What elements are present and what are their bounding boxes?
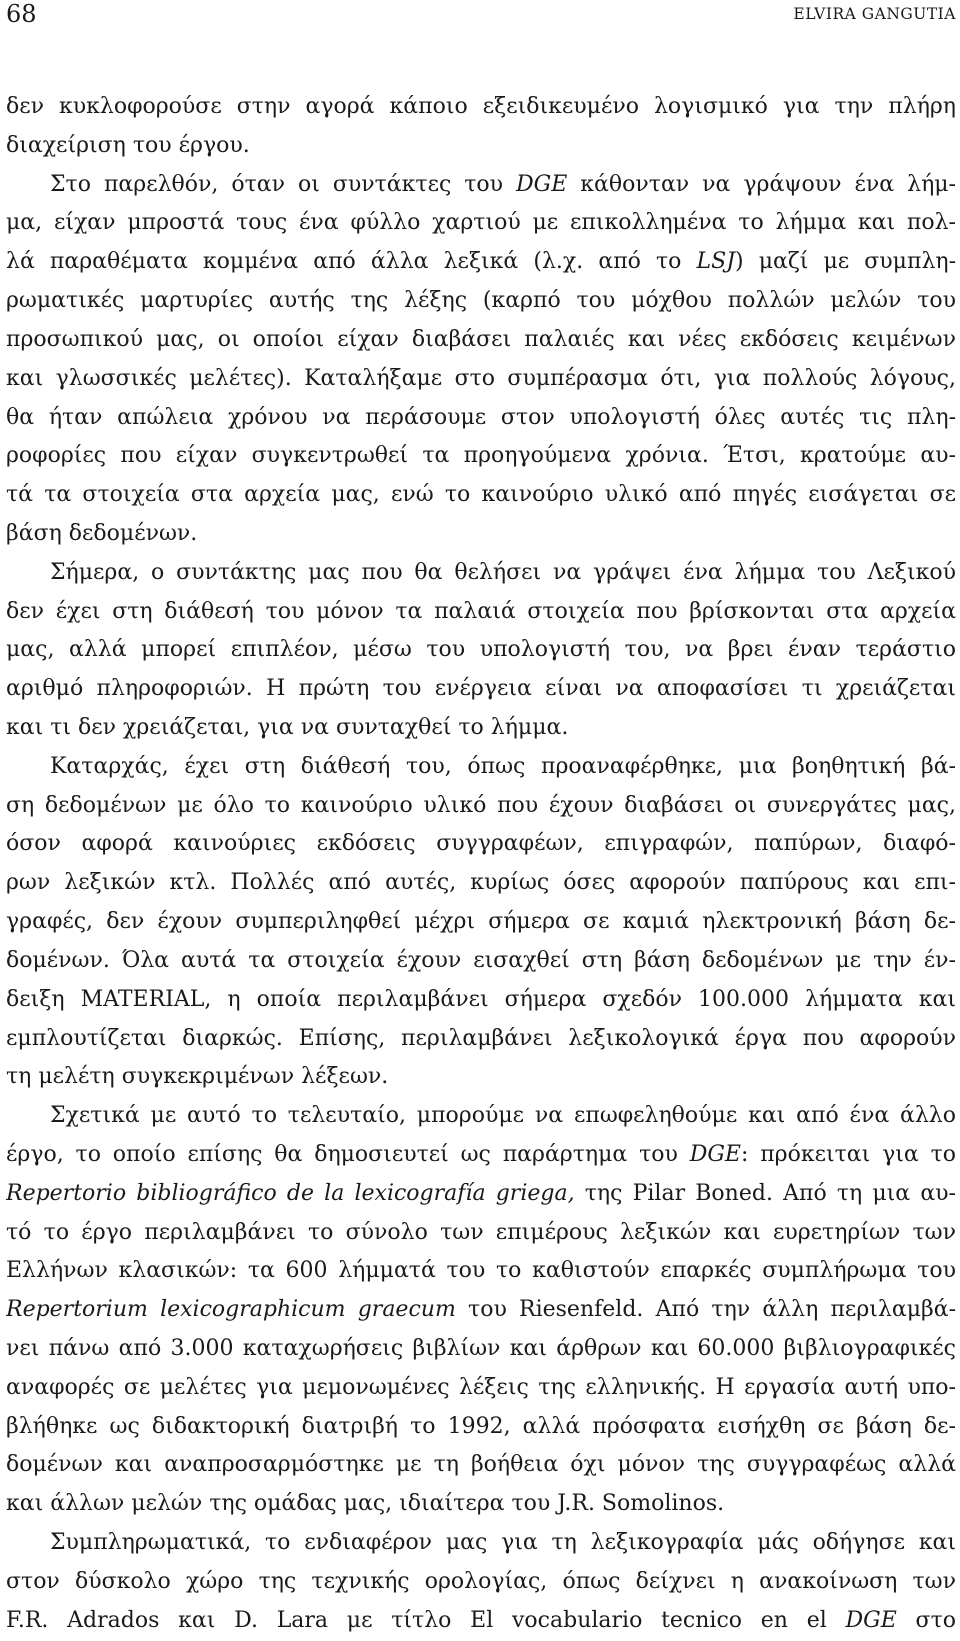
text-line: Σχετικά με αυτό το τελευταίο, μπορούμε να επωφεληθούμε και από ένα άλλο xyxy=(50,1103,956,1129)
text-line: προσωπικού μας, οι οποίοι είχαν διαβάσει παλαιές και νέες εκδόσεις κειμένων xyxy=(6,326,956,352)
text-line: Ελλήνων κλασικών: τα 600 λήμματά του το καθιστούν επαρκές συμπλήρωμα του xyxy=(6,1258,956,1284)
text-line: τά τα στοιχεία στα αρχεία μας, ενώ το καινούριο υλικό από πηγές εισάγεται σε xyxy=(6,482,956,508)
text-line: νει πάνω από 3.000 καταχωρήσεις βιβλίων και άρθρων και 60.000 βιβλιογραφικές xyxy=(6,1336,956,1361)
text-line: ρων λεξικών κτλ. Πολλές από αυτές, κυρίως όσες αφορούν παπύρους και επι- xyxy=(6,870,956,896)
text-line: βλήθηκε ως διδακτορική διατριβή το 1992, αλλά πρόσφατα εισήχθη σε βάση δε- xyxy=(6,1413,956,1439)
text-line: δομένων. Όλα αυτά τα στοιχεία έχουν εισαχθεί στη βάση δεδομένων με την έν- xyxy=(6,947,956,973)
text-line: και άλλων μελών της ομάδας μας, ιδιαίτερα του J.R. Somolinos. xyxy=(6,1491,725,1517)
text-line: θα ήταν απώλεια χρόνου να περάσουμε στον υπολογιστή όλες αυτές τις πλη- xyxy=(6,404,956,430)
text-line: δεν έχει στη διάθεσή του μόνον τα παλαιά στοιχεία που βρίσκονται στα αρχεία xyxy=(6,598,956,624)
text-line: αναφορές σε μελέτες για μεμονωμένες λέξεις της ελληνικής. Η εργασία αυτή υπο- xyxy=(6,1374,956,1400)
text-line: στον δύσκολο χώρο της τεχνικής ορολογίας, όπως δείχνει η ανακοίνωση των xyxy=(6,1568,956,1594)
page-number: 68 xyxy=(6,0,37,28)
running-head: ELVIRA GANGUTIA xyxy=(793,5,956,23)
text-line: εμπλουτίζεται διαρκώς. Επίσης, περιλαμβάνει λεξικολογικά έργα που αφορούν xyxy=(6,1025,956,1051)
text-line: δειξη MATERIAL, η οποία περιλαμβάνει σήμερα σχεδόν 100.000 λήμματα και xyxy=(6,986,956,1012)
text-line: και τι δεν χρειάζεται, για να συνταχθεί το λήμμα. xyxy=(6,715,569,740)
page-header xyxy=(6,0,956,28)
text-line: ση δεδομένων με όλο το καινούριο υλικό που έχουν διαβάσει οι συνεργάτες μας, xyxy=(6,792,956,818)
text-line: ρωματικές μαρτυρίες αυτής της λέξης (καρπό του μόχθου πολλών μελών του xyxy=(6,288,956,314)
text-line: όσον αφορά καινούριες εκδόσεις συγγραφέων, επιγραφών, παπύρων, διαφό- xyxy=(6,831,956,857)
body-text xyxy=(6,88,956,1641)
text-line: Συμπληρωματικά, το ενδιαφέρον μας για τη λεξικογραφία μάς οδήγησε και xyxy=(50,1530,956,1556)
text-line: δομένων και αναπροσαρμόστηκε με τη βοήθεια όχι μόνον της συγγραφέως αλλά xyxy=(6,1452,956,1478)
text-line: αριθμό πληροφοριών. Η πρώτη του ενέργεια είναι να αποφασίσει τι χρειάζεται xyxy=(6,676,956,702)
text-line: μας, αλλά μπορεί επιπλέον, μέσω του υπολογιστή του, να βρει έναν τεράστιο xyxy=(6,637,956,663)
text-line: διαχείριση του έργου. xyxy=(6,132,250,158)
text-line: λά παραθέματα κομμένα από άλλα λεξικά (λ.χ. από το LSJ) μαζί με συμπλη- xyxy=(6,249,956,275)
text-line: τη μελέτη συγκεκριμένων λέξεων. xyxy=(6,1064,389,1090)
text-line: έργο, το οποίο επίσης θα δημοσιευτεί ως παράρτημα του DGE: πρόκειται για το xyxy=(6,1141,956,1167)
text-line: Σήμερα, ο συντάκτης μας που θα θελήσει να γράψει ένα λήμμα του Λεξικού xyxy=(50,559,956,585)
text-line: τό το έργο περιλαμβάνει το σύνολο των επιμέρους λεξικών και ευρετηρίων των xyxy=(6,1219,956,1245)
text-line: Στο παρελθόν, όταν οι συντάκτες του DGE κάθονταν να γράψουν ένα λήμ- xyxy=(50,171,956,197)
text-line: Repertorium lexicographicum graecum του Riesenfeld. Από την άλλη περιλαμβά- xyxy=(6,1297,956,1323)
text-line: Καταρχάς, έχει στη διάθεσή του, όπως προαναφέρθηκε, μια βοηθητική βά- xyxy=(50,753,956,779)
text-line: βάση δεδομένων. xyxy=(6,520,198,546)
text-line: και γλωσσικές μελέτες). Καταλήξαμε στο συμπέρασμα ότι, για πολλούς λόγους, xyxy=(6,365,956,391)
text-line: γραφές, δεν έχουν συμπεριληφθεί μέχρι σήμερα σε καμιά ηλεκτρονική βάση δε- xyxy=(6,909,956,935)
text-line: Repertorio bibliográfico de la lexicografía griega, της Pilar Boned. Από τη μια αυ- xyxy=(6,1180,956,1206)
text-line: δεν κυκλοφορούσε στην αγορά κάποιο εξειδικευμένο λογισμικό για την πλήρη xyxy=(6,94,956,119)
text-line: ροφορίες που είχαν συγκεντρωθεί τα προηγούμενα χρόνια. Έτσι, κρατούμε αυ- xyxy=(6,443,956,469)
text-line: F.R. Adrados και D. Lara με τίτλο El vocabulario tecnico en el DGE στο xyxy=(6,1607,956,1633)
text-line: μα, είχαν μπροστά τους ένα φύλλο χαρτιού με επικολλημένα το λήμμα και πολ- xyxy=(6,210,956,236)
